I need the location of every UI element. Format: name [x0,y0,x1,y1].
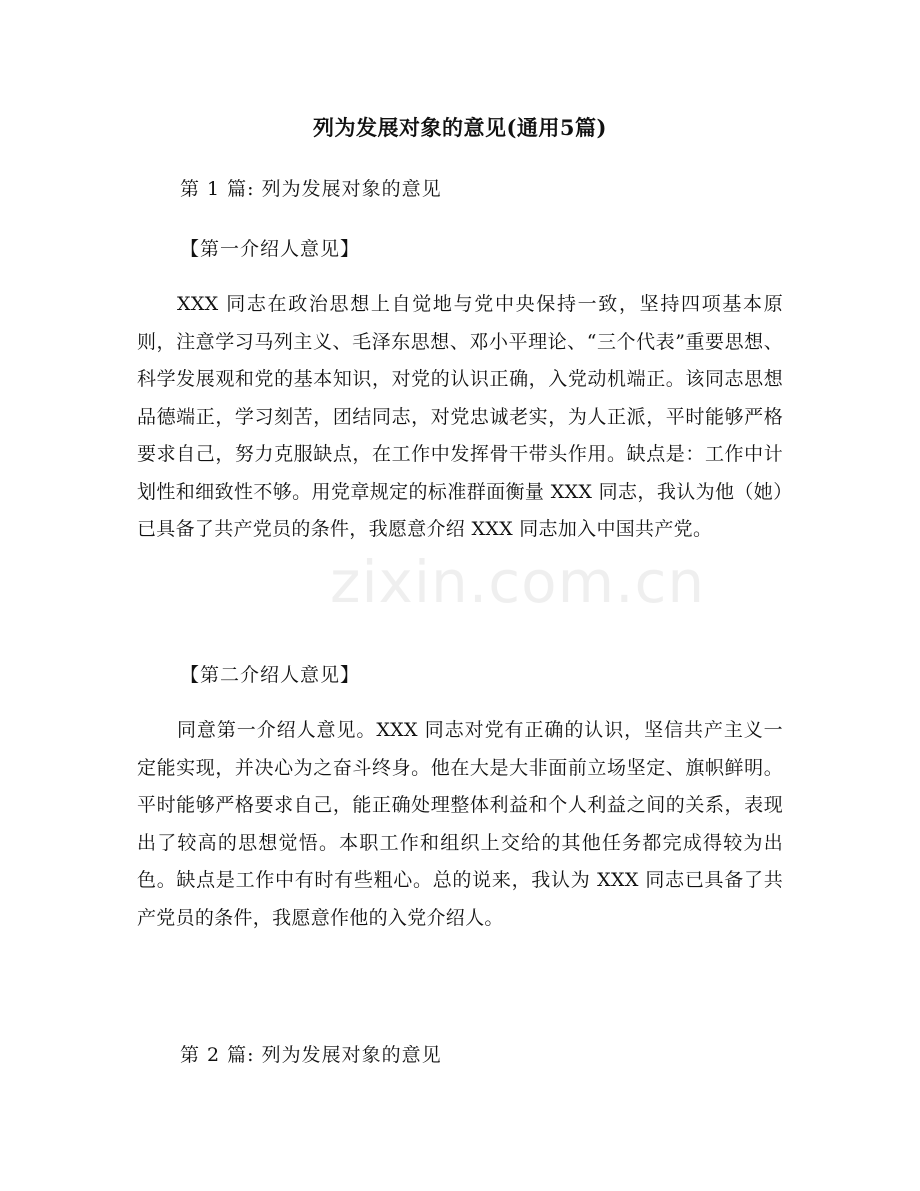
second-introducer-label: 【第二介绍人意见】 [180,664,361,686]
section-2-heading: 第 2 篇: 列为发展对象的意见 [180,1044,442,1066]
second-introducer-opinion: 同意第一介绍人意见。XXX 同志对党有正确的认识，坚信共产主义一定能实现，并决心为之奋斗终身。他在大是大非面前立场坚定、旗帜鲜明。平时能够严格要求自己，能正确处理整体利益和个人利益之间的关系，表现出了较高的思想觉悟。本职工作和组织上交给的其他任务都完成得较为出色。缺点是工作中有时有些粗心。总的说来，我认为 XXX 同志已具备了共产党员的条件，我愿意作他的入党介绍人。 [137,719,783,929]
section-1-heading: 第 1 篇: 列为发展对象的意见 [180,178,442,200]
first-introducer-opinion: XXX 同志在政治思想上自觉地与党中央保持一致，坚持四项基本原则，注意学习马列主义、毛泽东思想、邓小平理论、“三个代表”重要思想、科学发展观和党的基本知识，对党的认识正确，入党动机端正。该同志思想品德端正，学习刻苦，团结同志，对党忠诚老实，为人正派，平时能够严格要求自己，努力克服缺点，在工作中发挥骨干带头作用。缺点是：工作中计划性和细致性不够。用党章规定的标准群面衡量 XXX 同志，我认为他（她）已具备了共产党员的条件，我愿意介绍 XXX 同志加入中国共产党。 [137,293,783,540]
first-introducer-label: 【第一介绍人意见】 [180,238,361,260]
document-title: 列为发展对象的意见(通用5篇) [313,115,607,140]
watermark: zixin.com.cn [330,548,706,616]
